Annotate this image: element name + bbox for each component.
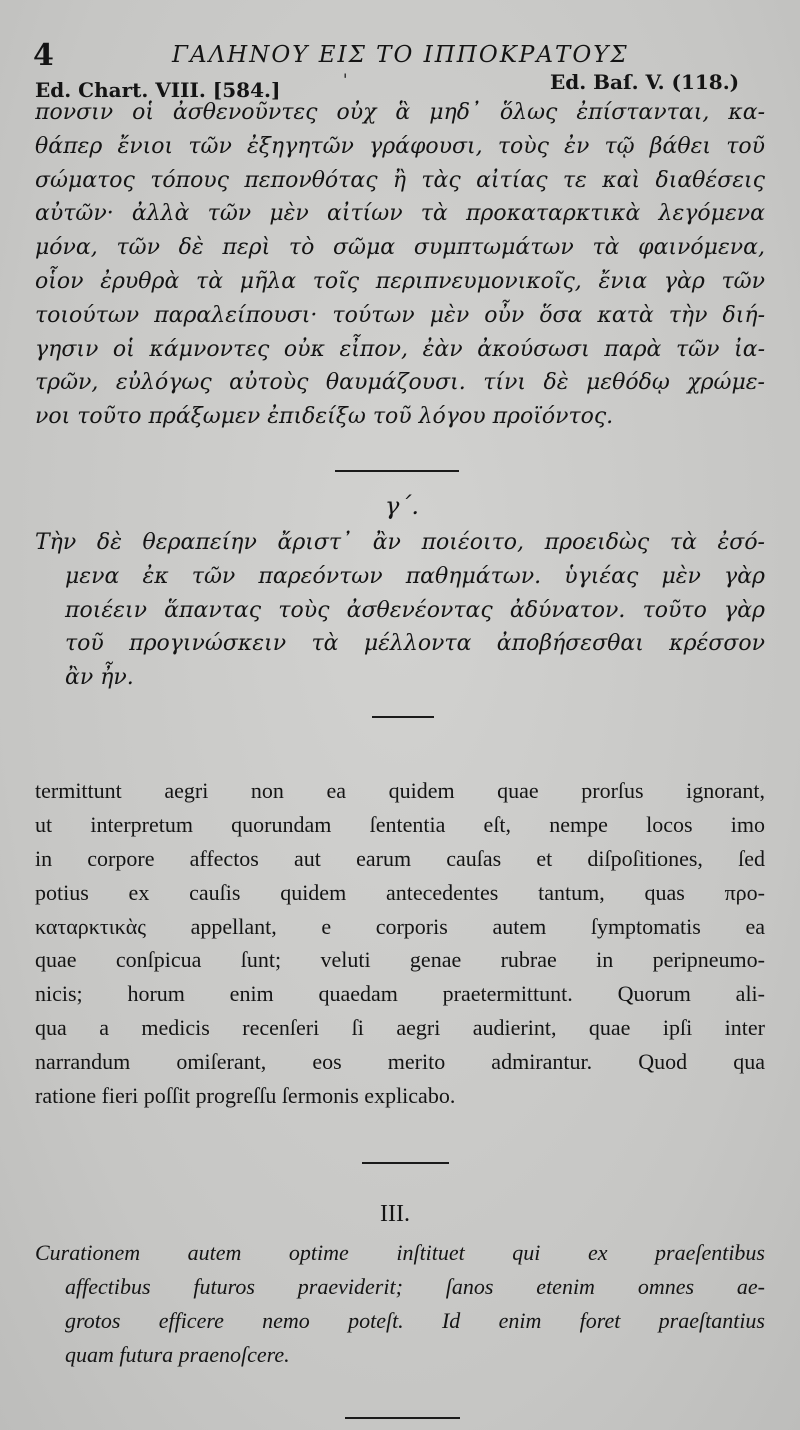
- text-line: Τὴν δὲ θεραπείην ἄριστ᾽ ἂν ποιέοιτο, προειδὼς τὰ ἐσό-: [35, 530, 765, 555]
- section-number-latin: III.: [380, 1201, 410, 1227]
- text-line: qua a medicis recenſeri ſi aegri audierint, quae ipſi inter: [35, 1015, 765, 1041]
- latin-translation: [35, 774, 765, 1113]
- text-line: ratione fieri poſſit progreſſu ſermonis explicabo.: [35, 1083, 456, 1109]
- edition-reference-left: Ed. Chart. VIII. [584.]: [35, 78, 281, 102]
- text-line: αὐτῶν· ἀλλὰ τῶν μὲν αἰτίων τὰ προκαταρκτικὰ λεγόμενα: [35, 201, 765, 227]
- text-line: σώματος τόπους πεπονθότας ἢ τὰς αἰτίας τε καὶ διαθέσεις: [35, 167, 765, 193]
- text-line: τοιούτων παραλείπουσι· τούτων μὲν οὖν ὅσα κατὰ τὴν διή-: [35, 302, 765, 328]
- greek-aphorism: [35, 526, 765, 695]
- text-line: quam futura praenoſcere.: [65, 1341, 290, 1367]
- text-line: termittunt aegri non ea quidem quae prorſus ignorant,: [35, 778, 765, 803]
- text-line: ἂν ἦν.: [65, 665, 134, 691]
- text-line: οἷον ἐρυθρὰ τὰ μῆλα τοῖς περιπνευμονικοῖς, ἔνια γὰρ τῶν: [35, 268, 765, 294]
- text-line: affectibus futuros praeviderit; ſanos etenim omnes ae-: [65, 1273, 765, 1299]
- running-head: ΓΑΛΗΝΟΥ ΕΙΣ ΤΟ ΙΠΠΟΚΡΑΤΟΥΣ: [172, 42, 629, 68]
- latin-aphorism: [35, 1236, 765, 1372]
- margin-mark: ': [343, 70, 348, 89]
- text-line: ποιέειν ἅπαντας τοὺς ἀσθενέοντας ἀδύνατον. τοῦτο γὰρ: [65, 597, 765, 623]
- section-divider: [335, 470, 459, 472]
- text-line: μενα ἐκ τῶν παρεόντων παθημάτων. ὑγιέας μὲν γὰρ: [65, 563, 765, 589]
- text-line: narrandum omiſerant, eos merito admirantur. Quod qua: [35, 1049, 765, 1075]
- text-line: grotos efficere nemo poteſt. Id enim foret praeſtantius: [65, 1307, 765, 1333]
- section-divider: [372, 716, 434, 718]
- text-line: ut interpretum quorundam ſententia eſt, nempe locos imo: [35, 811, 765, 837]
- section-divider: [362, 1162, 449, 1164]
- section-divider: [345, 1417, 460, 1419]
- page-number: 4: [33, 38, 54, 73]
- text-line: πονσιν οἱ ἀσθενοῦντες οὐχ ἃ μηδ᾽ ὅλως ἐπίστανται, κα-: [35, 100, 765, 125]
- text-line: Curationem autem optime inſtituet qui ex praeſentibus: [35, 1240, 765, 1265]
- section-number-greek: γ΄.: [385, 492, 419, 520]
- text-line: θάπερ ἔνιοι τῶν ἐξηγητῶν γράφουσι, τοὺς ἐν τῷ βάθει τοῦ: [35, 133, 765, 159]
- text-line: potius ex cauſis quidem antecedentes tantum, quas προ-: [35, 879, 765, 905]
- text-line: nicis; horum enim quaedam praetermittunt. Quorum ali-: [35, 981, 765, 1007]
- text-line: μόνα, τῶν δὲ περὶ τὸ σῶμα συμπτωμάτων τὰ φαινόμενα,: [35, 235, 765, 261]
- text-line: νοι τοῦτο πράξωμεν ἐπιδείξω τοῦ λόγου προϊόντος.: [35, 404, 614, 430]
- edition-reference-right: Ed. Baſ. V. (118.): [550, 70, 740, 94]
- text-line: τρῶν, εὐλόγως αὐτοὺς θαυμάζουσι. τίνι δὲ μεθόδῳ χρώμε-: [35, 370, 765, 396]
- text-line: quae conſpicua ſunt; veluti genae rubrae in peripneumo-: [35, 947, 765, 973]
- text-line: in corpore affectos aut earum cauſas et diſpoſitiones, ſed: [35, 845, 765, 871]
- text-line: γησιν οἱ κάμνοντες οὐκ εἶπον, ἐὰν ἀκούσωσι παρὰ τῶν ἰα-: [35, 336, 765, 362]
- text-line: τοῦ προγινώσκειν τὰ μέλλοντα ἀποβήσεσθαι κρέσσον: [65, 631, 765, 657]
- greek-commentary: [35, 96, 765, 434]
- text-line: καταρκτικὰς appellant, e corporis autem ſymptomatis ea: [35, 913, 765, 939]
